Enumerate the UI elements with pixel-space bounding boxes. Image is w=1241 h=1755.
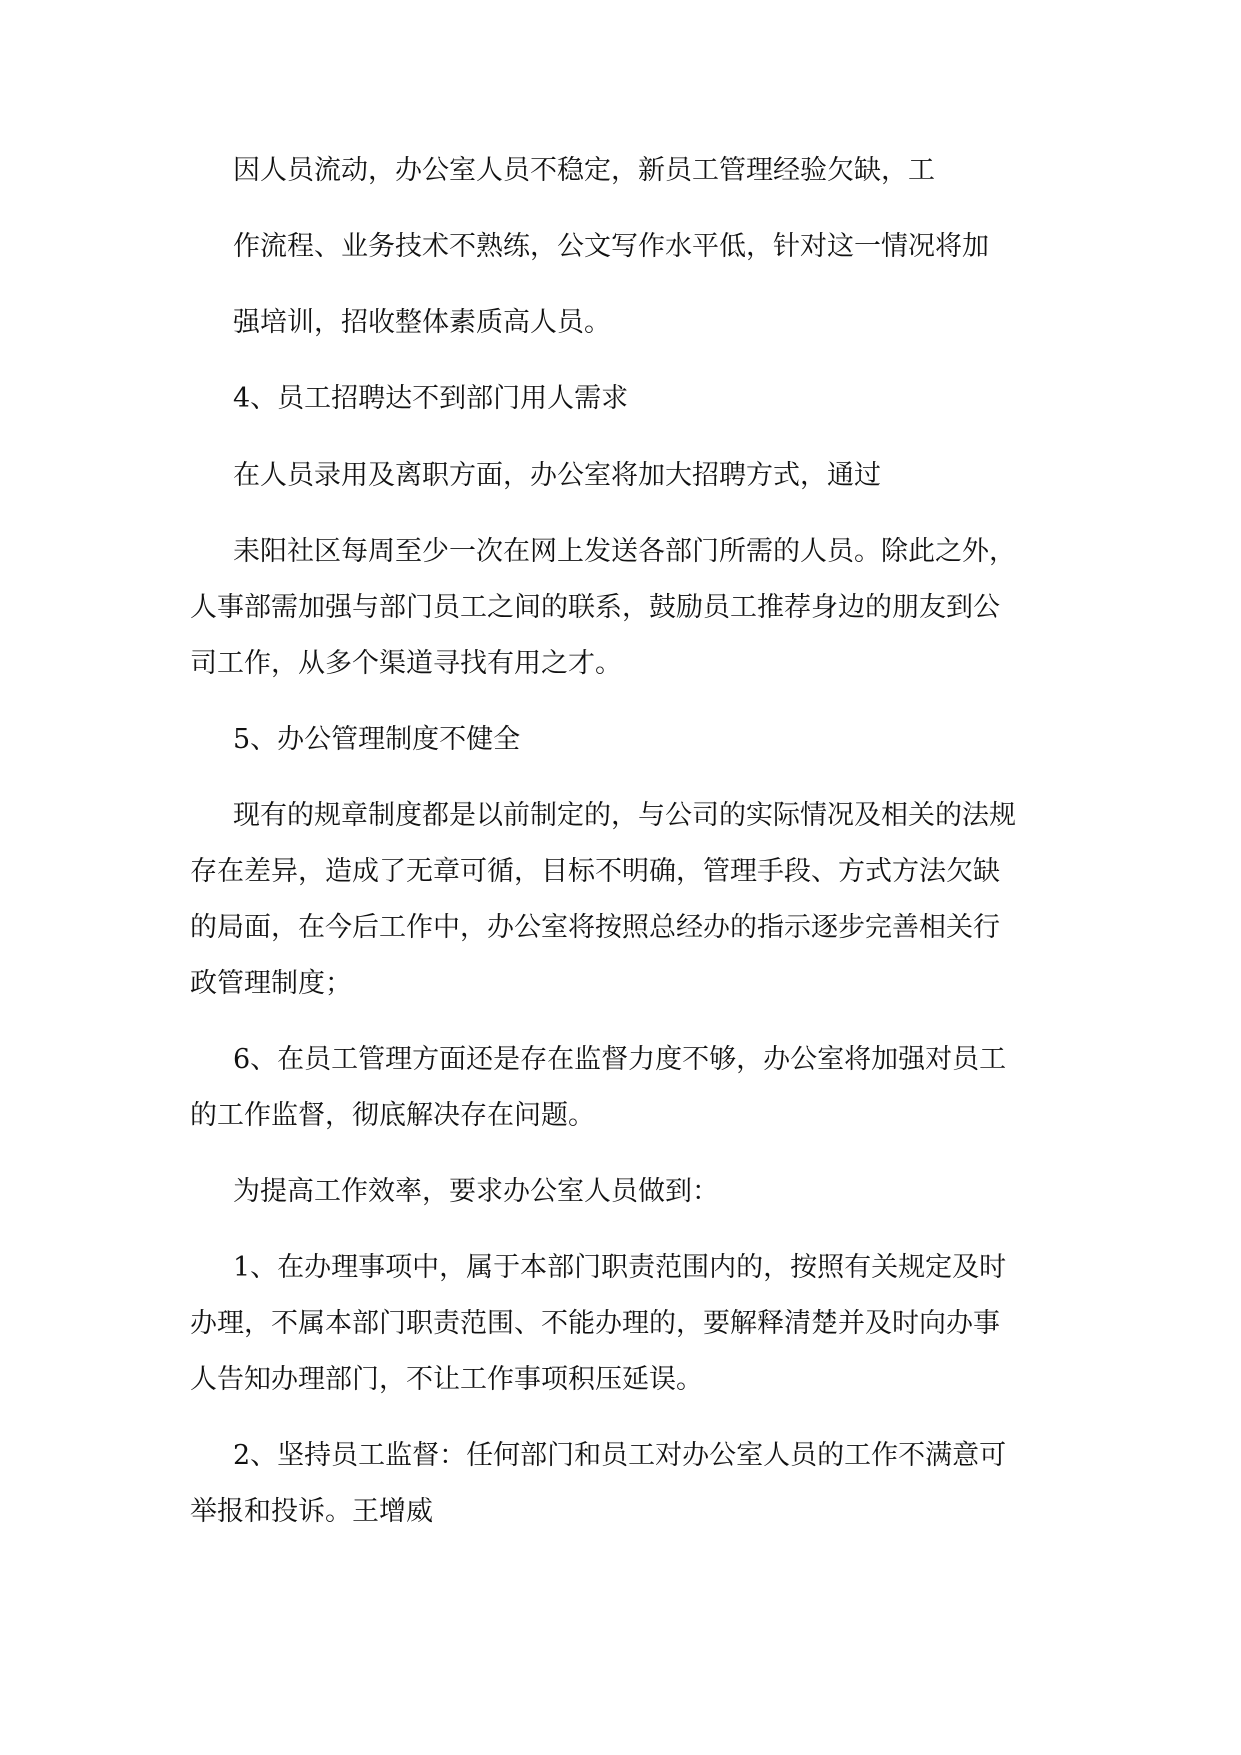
paragraph-line: 在人员录用及离职方面，办公室将加大招聘方式，通过	[233, 460, 881, 491]
section-heading: 4、员工招聘达不到部门用人需求	[233, 383, 629, 414]
paragraph-line: 强培训，招收整体素质高人员。	[233, 307, 611, 338]
paragraph-line: 人告知办理部门，不让工作事项积压延误。	[190, 1364, 703, 1395]
paragraph-line: 的工作监督，彻底解决存在问题。	[190, 1100, 595, 1131]
paragraph-line: 政管理制度；	[190, 968, 352, 999]
paragraph-line: 1、在办理事项中，属于本部门职责范围内的，按照有关规定及时	[233, 1252, 1007, 1283]
paragraph-line: 6、在员工管理方面还是存在监督力度不够，办公室将加强对员工	[233, 1044, 1007, 1075]
paragraph-line: 因人员流动，办公室人员不稳定，新员工管理经验欠缺，工	[233, 155, 935, 186]
paragraph-line: 司工作，从多个渠道寻找有用之才。	[190, 648, 622, 679]
paragraph-line: 人事部需加强与部门员工之间的联系，鼓励员工推荐身边的朋友到公	[190, 592, 1000, 623]
paragraph-line: 现有的规章制度都是以前制定的，与公司的实际情况及相关的法规	[233, 800, 1016, 831]
paragraph-line: 为提高工作效率，要求办公室人员做到：	[233, 1176, 719, 1207]
paragraph-line: 办理，不属本部门职责范围、不能办理的，要解释清楚并及时向办事	[190, 1308, 1000, 1339]
paragraph-line: 作流程、业务技术不熟练，公文写作水平低，针对这一情况将加	[233, 231, 989, 262]
paragraph-line: 存在差异，造成了无章可循，目标不明确，管理手段、方式方法欠缺	[190, 856, 1000, 887]
paragraph-line: 耒阳社区每周至少一次在网上发送各部门所需的人员。除此之外，	[233, 536, 1016, 567]
paragraph-line: 2、坚持员工监督：任何部门和员工对办公室人员的工作不满意可	[233, 1440, 1007, 1471]
section-heading: 5、办公管理制度不健全	[233, 724, 521, 755]
paragraph-line: 的局面，在今后工作中，办公室将按照总经办的指示逐步完善相关行	[190, 912, 1000, 943]
paragraph-line: 举报和投诉。王增威	[190, 1496, 433, 1527]
